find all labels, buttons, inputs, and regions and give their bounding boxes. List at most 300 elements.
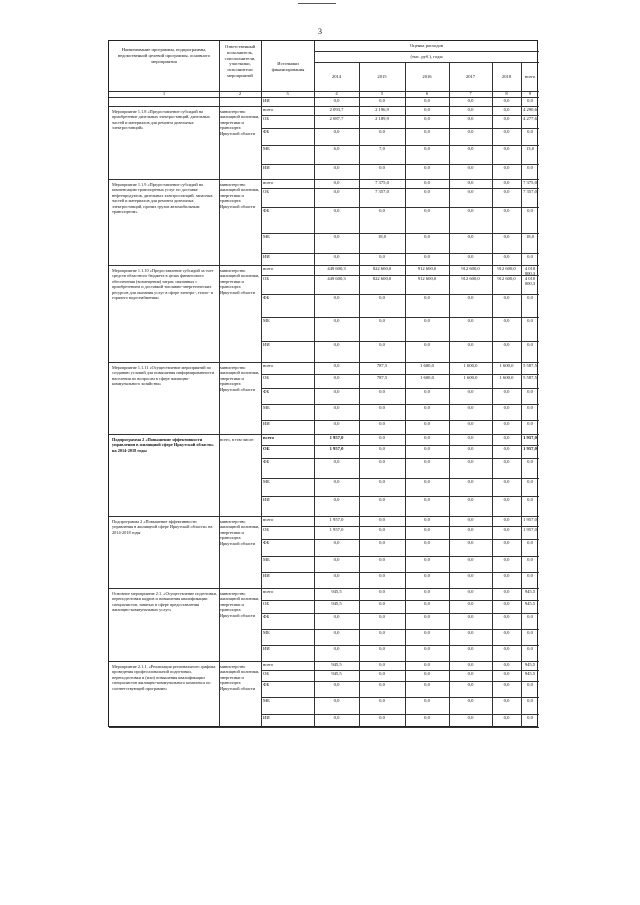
value-cell: 0,0 — [503, 459, 510, 464]
value-cell: 0,0 — [424, 698, 430, 703]
value-cell: 0,0 — [424, 435, 430, 440]
value-cell: 0,0 — [333, 363, 340, 368]
value-cell: 0,0 — [333, 165, 340, 170]
value-cell: 0,0 — [467, 129, 474, 134]
value-cell: 0,0 — [333, 342, 340, 347]
source-label: ИИ — [263, 646, 270, 651]
source-label: ОБ — [263, 276, 269, 281]
source-label: всего — [263, 363, 274, 368]
header-column-number: 9 — [528, 91, 532, 96]
value-cell: 0,0 — [503, 107, 510, 112]
value-cell: 0,0 — [467, 116, 474, 121]
value-cell: 0,0 — [379, 479, 385, 484]
value-cell: 945,5 — [331, 589, 342, 594]
value-cell: 0,0 — [379, 435, 385, 440]
value-cell: 2 093,7 — [329, 107, 344, 112]
source-label: МБ — [263, 479, 270, 484]
value-cell: 0,0 — [333, 389, 340, 394]
source-label: ОБ — [263, 527, 269, 532]
column-divider — [521, 62, 522, 727]
value-cell: 0,0 — [527, 295, 533, 300]
value-cell: 0,0 — [467, 614, 474, 619]
value-cell: 4 277,6 — [523, 116, 537, 121]
value-cell: 0,0 — [379, 630, 385, 635]
value-cell: 787,5 — [376, 363, 388, 368]
source-label: МБ — [263, 557, 270, 562]
column-divider — [219, 41, 220, 727]
value-cell: 0,0 — [467, 698, 474, 703]
value-cell: 822 600,0 — [372, 266, 392, 271]
value-cell: 0,0 — [467, 557, 474, 562]
source-label: ИИ — [263, 98, 270, 103]
value-cell: 0,0 — [527, 479, 533, 484]
value-cell: 0,0 — [467, 540, 474, 545]
value-cell: 0,0 — [467, 479, 474, 484]
value-cell: 0,0 — [424, 189, 430, 194]
value-cell: 945,5 — [524, 589, 536, 594]
value-cell: 0,0 — [379, 497, 385, 502]
value-cell: 0,0 — [424, 146, 430, 151]
value-cell: 449 600,3 — [327, 266, 346, 271]
header-year: всего — [524, 74, 536, 79]
value-cell: 0,0 — [467, 165, 474, 170]
column-divider — [314, 41, 315, 727]
value-cell: 0,0 — [424, 646, 430, 651]
value-cell: 1 600,0 — [420, 375, 434, 380]
value-cell: 449 600,3 — [327, 276, 346, 281]
value-cell: 0,0 — [467, 98, 474, 103]
value-cell: 0,0 — [503, 527, 510, 532]
value-cell: 0,0 — [503, 671, 510, 676]
value-cell: 0,0 — [424, 318, 430, 323]
value-cell: 0,0 — [424, 479, 430, 484]
value-cell: 0,0 — [467, 254, 474, 259]
value-cell: 0,0 — [333, 98, 340, 103]
value-cell: 0,0 — [379, 421, 385, 426]
source-label: ОБ — [263, 601, 269, 606]
value-cell: 0,0 — [424, 497, 430, 502]
executor-name: всего, в том числе: — [220, 437, 255, 442]
value-cell: 0,0 — [379, 318, 385, 323]
value-cell: 0,0 — [424, 614, 430, 619]
source-label: МБ — [263, 146, 270, 151]
value-cell: 0,0 — [424, 589, 430, 594]
top-scan-mark — [298, 3, 336, 4]
value-cell: 0,0 — [467, 189, 474, 194]
executor-name: министерство жилищной политики, энергетики и транспорта Иркутской области — [220, 182, 260, 209]
value-cell: 0,0 — [424, 165, 430, 170]
source-label: всего — [263, 435, 274, 440]
value-cell: 5 587,5 — [523, 375, 537, 380]
value-cell: 1 600,0 — [499, 363, 514, 368]
header-column-number: 6 — [425, 91, 429, 96]
value-cell: 945,5 — [524, 662, 536, 667]
value-cell: 0,0 — [467, 601, 474, 606]
value-cell: 0,0 — [424, 405, 430, 410]
value-cell: 6,0 — [333, 146, 340, 151]
value-cell: 787,5 — [376, 375, 388, 380]
value-cell: 1 600,0 — [420, 363, 434, 368]
value-cell: 0,0 — [333, 698, 340, 703]
value-cell: 0,0 — [503, 435, 510, 440]
value-cell: 0,0 — [333, 646, 340, 651]
value-cell: 0,0 — [527, 318, 533, 323]
value-cell: 0,0 — [503, 180, 510, 185]
source-label: ФБ — [263, 295, 270, 300]
value-cell: 7 375,0 — [523, 180, 537, 185]
column-divider — [359, 62, 360, 727]
value-cell: 0,0 — [424, 662, 430, 667]
value-cell: 0,0 — [379, 98, 385, 103]
value-cell: 1 957,0 — [329, 446, 344, 451]
source-label: всего — [263, 266, 274, 271]
value-cell: 0,0 — [503, 698, 510, 703]
value-cell: 0,0 — [424, 234, 430, 239]
header-executor: Ответственный исполнитель, соисполнители, участники, исполнители мероприятий — [224, 44, 256, 78]
column-divider — [449, 62, 450, 727]
value-cell: 4 290,6 — [523, 107, 537, 112]
value-cell: 0,0 — [503, 116, 510, 121]
value-cell: 0,0 — [424, 116, 430, 121]
value-cell: 0,0 — [424, 180, 430, 185]
value-cell: 0,0 — [503, 165, 510, 170]
value-cell: 1 957,0 — [523, 517, 537, 522]
source-label: всего — [263, 589, 274, 594]
value-cell: 0,0 — [333, 497, 340, 502]
value-cell: 0,0 — [333, 295, 340, 300]
value-cell: 0,0 — [467, 107, 474, 112]
value-cell: 0,0 — [424, 527, 430, 532]
value-cell: 0,0 — [379, 129, 385, 134]
header-divider — [314, 51, 539, 52]
header-divider — [314, 62, 539, 63]
value-cell: 0,0 — [379, 517, 385, 522]
program-name: Подпрограмма 2 «Повышение эффективности управления в жилищной сфере Иркутской области» на 2014-2018 годы — [112, 519, 213, 535]
value-cell: 2 196,9 — [375, 107, 389, 112]
value-cell: 0,0 — [379, 589, 385, 594]
value-cell: 0,0 — [424, 601, 430, 606]
source-label: ИИ — [263, 497, 270, 502]
value-cell: 0,0 — [333, 557, 340, 562]
value-cell: 0,0 — [467, 389, 474, 394]
value-cell: 945,5 — [524, 601, 536, 606]
value-cell: 0,0 — [503, 389, 510, 394]
value-cell: 0,0 — [379, 682, 385, 687]
value-cell: 0,0 — [424, 98, 430, 103]
program-name: Мероприятие 2.1.1. «Реализация регионального графика проведения профессиональной подготовки, переподготовки и (или) повышения квалификации специалистов жилищно-коммунального комплекса по соответствующей программе» — [112, 664, 216, 691]
source-label: ОБ — [263, 446, 270, 451]
value-cell: 0,0 — [424, 208, 430, 213]
value-cell: 0,0 — [467, 671, 474, 676]
value-cell: 0,0 — [379, 671, 385, 676]
value-cell: 0,0 — [527, 557, 533, 562]
header-estimate: Оценка расходов — [409, 43, 444, 48]
value-cell: 0,0 — [527, 129, 533, 134]
value-cell: 0,0 — [379, 527, 385, 532]
value-cell: 912 600,0 — [461, 266, 480, 271]
value-cell: 0,0 — [527, 497, 533, 502]
value-cell: 0,0 — [333, 234, 340, 239]
value-cell: 1 957,0 — [329, 517, 344, 522]
value-cell: 0,0 — [333, 715, 340, 720]
source-label: ОБ — [263, 189, 269, 194]
value-cell: 4 010 000,3 — [524, 276, 536, 286]
value-cell: 0,0 — [527, 646, 533, 651]
value-cell: 0,0 — [503, 129, 510, 134]
source-label: ФБ — [263, 459, 270, 464]
value-cell: 1 957,0 — [523, 435, 537, 440]
program-name: Мероприятие 1.1.11 «Осуществление мероприятий по созданию условий для повышения информированности населения по вопросам в сфере жилищно-коммунального хозяйства» — [112, 365, 215, 387]
value-cell: 0,0 — [503, 557, 510, 562]
source-label: ИИ — [263, 421, 270, 426]
value-cell: 912 600,0 — [417, 276, 437, 281]
value-cell: 0,0 — [333, 189, 340, 194]
value-cell: 13,0 — [525, 146, 535, 151]
value-cell: 0,0 — [467, 589, 474, 594]
source-label: ФБ — [263, 129, 270, 134]
value-cell: 0,0 — [424, 540, 430, 545]
value-cell: 0,0 — [503, 189, 510, 194]
value-cell: 0,0 — [424, 682, 430, 687]
source-label: ФБ — [263, 540, 270, 545]
value-cell: 0,0 — [379, 295, 385, 300]
value-cell: 0,0 — [503, 497, 510, 502]
value-cell: 0,0 — [527, 540, 533, 545]
source-label: ИИ — [263, 342, 270, 347]
block-divider — [109, 727, 539, 728]
source-label: МБ — [263, 405, 270, 410]
value-cell: 0,0 — [379, 646, 385, 651]
source-label: ОБ — [263, 375, 269, 380]
executor-name: министерство жилищной политики, энергетики и транспорта Иркутской области — [220, 365, 260, 392]
value-cell: 7 375,0 — [375, 180, 389, 185]
header-source: Источники финансирования — [271, 61, 305, 72]
value-cell: 0,0 — [424, 129, 430, 134]
page-number: 3 — [318, 27, 322, 36]
value-cell: 1 957,0 — [329, 435, 344, 440]
value-cell: 0,0 — [503, 662, 510, 667]
source-label: всего — [263, 180, 274, 185]
budget-table — [108, 40, 538, 727]
value-cell: 0,0 — [467, 180, 474, 185]
value-cell: 0,0 — [503, 342, 510, 347]
source-label: ИИ — [263, 254, 270, 259]
source-label: МБ — [263, 630, 270, 635]
value-cell: 0,0 — [379, 557, 385, 562]
value-cell: 1 600,0 — [463, 363, 478, 368]
value-cell: 0,0 — [333, 254, 340, 259]
value-cell: 0,0 — [503, 295, 510, 300]
value-cell: 0,0 — [379, 715, 385, 720]
source-label: всего — [263, 517, 274, 522]
value-cell: 945,5 — [524, 671, 536, 676]
value-cell: 0,0 — [527, 459, 533, 464]
source-label: ОБ — [263, 116, 269, 121]
value-cell: 945,5 — [331, 662, 342, 667]
value-cell: 0,0 — [424, 573, 430, 578]
value-cell: 0,0 — [467, 318, 474, 323]
value-cell: 0,0 — [379, 165, 385, 170]
value-cell: 0,0 — [333, 540, 340, 545]
value-cell: 0,0 — [503, 208, 510, 213]
source-label: всего — [263, 107, 274, 112]
value-cell: 0,0 — [527, 421, 533, 426]
value-cell: 0,0 — [503, 682, 510, 687]
value-cell: 0,0 — [379, 540, 385, 545]
value-cell: 0,0 — [424, 446, 430, 451]
value-cell: 0,0 — [424, 517, 430, 522]
value-cell: 0,0 — [503, 318, 510, 323]
value-cell: 0,0 — [503, 646, 510, 651]
value-cell: 7,0 — [379, 146, 385, 151]
value-cell: 0,0 — [333, 375, 340, 380]
value-cell: 0,0 — [467, 630, 474, 635]
value-cell: 0,0 — [424, 671, 430, 676]
source-label: ФБ — [263, 682, 270, 687]
value-cell: 0,0 — [379, 614, 385, 619]
value-cell: 1 600,0 — [463, 375, 478, 380]
value-cell: 0,0 — [333, 405, 340, 410]
value-cell: 18,0 — [525, 234, 535, 239]
value-cell: 912 600,0 — [497, 266, 516, 271]
value-cell: 0,0 — [527, 573, 533, 578]
header-column-number: 5 — [380, 91, 384, 96]
value-cell: 0,0 — [467, 234, 474, 239]
source-label: ИИ — [263, 715, 270, 720]
value-cell: 912 600,0 — [461, 276, 480, 281]
header-year: 2017 — [465, 74, 476, 79]
value-cell: 0,0 — [424, 389, 430, 394]
value-cell: 0,0 — [467, 646, 474, 651]
program-name: Мероприятие 1.1.9 «Предоставление субсидий на компенсацию транспортных услуг по доставке нефтепродуктов, дизельных электростанций, запасных частей и материалов для ремонта дизельных электростанций, прочих грузов автомобильным транспортом» — [112, 182, 213, 215]
value-cell: 0,0 — [527, 630, 533, 635]
value-cell: 0,0 — [424, 459, 430, 464]
column-divider — [492, 62, 493, 727]
value-cell: 0,0 — [503, 573, 510, 578]
source-label: всего — [263, 662, 274, 667]
value-cell: 2 087,7 — [329, 116, 344, 121]
value-cell: 0,0 — [503, 98, 510, 103]
value-cell: 0,0 — [424, 107, 430, 112]
header-name: Наименование программы, подпрограммы, ведомственной целевой программы, основного мероприятия — [117, 47, 211, 64]
value-cell: 0,0 — [424, 254, 430, 259]
source-label: ФБ — [263, 614, 270, 619]
value-cell: 5 587,5 — [523, 363, 537, 368]
value-cell: 0,0 — [379, 459, 385, 464]
header-column-number: 4 — [335, 91, 338, 96]
source-label: ИИ — [263, 165, 270, 170]
value-cell: 0,0 — [379, 389, 385, 394]
value-cell: 0,0 — [333, 459, 340, 464]
value-cell: 7 357,0 — [523, 189, 537, 194]
value-cell: 0,0 — [333, 318, 340, 323]
value-cell: 0,0 — [467, 295, 474, 300]
value-cell: 0,0 — [379, 573, 385, 578]
value-cell: 0,0 — [503, 254, 510, 259]
value-cell: 0,0 — [467, 342, 474, 347]
value-cell: 0,0 — [467, 208, 474, 213]
value-cell: 0,0 — [379, 208, 385, 213]
source-label: ФБ — [263, 208, 270, 213]
source-label: МБ — [263, 318, 270, 323]
value-cell: 945,5 — [331, 671, 342, 676]
value-cell: 0,0 — [333, 129, 340, 134]
value-cell: 0,0 — [527, 698, 533, 703]
value-cell: 0,0 — [467, 421, 474, 426]
executor-name: министерство жилищной политики, энергетики и транспорта Иркутской области — [220, 591, 260, 618]
value-cell: 0,0 — [424, 557, 430, 562]
value-cell: 0,0 — [503, 421, 510, 426]
value-cell: 0,0 — [503, 405, 510, 410]
source-label: ИИ — [263, 573, 270, 578]
value-cell: 0,0 — [503, 517, 510, 522]
value-cell: 0,0 — [527, 254, 533, 259]
program-name: Мероприятие 1.1.10 «Предоставление субсидий за счет средств областного бюджета в целях финансового обеспечения (возмещения) затрат, связанных с приобретением и доставкой топливно-энергетических ресурсов для оказания услуг в сфере электро-, тепло- и горячего водоснабжения» — [112, 268, 214, 301]
value-cell: 0,0 — [379, 254, 385, 259]
value-cell: 0,0 — [503, 589, 510, 594]
executor-name: министерство жилищной политики, энергетики и транспорта Иркутской области — [220, 664, 260, 691]
value-cell: 0,0 — [379, 662, 385, 667]
program-name: Подпрограмма 2 «Повышение эффективности управления в жилищной сфере Иркутской области» на 2014-2018 годы — [112, 437, 214, 453]
value-cell: 0,0 — [333, 614, 340, 619]
value-cell: 7 357,0 — [375, 189, 389, 194]
header-year: 2014 — [331, 74, 342, 79]
value-cell: 0,0 — [527, 98, 533, 103]
value-cell: 0,0 — [333, 208, 340, 213]
value-cell: 0,0 — [527, 208, 533, 213]
value-cell: 0,0 — [379, 698, 385, 703]
header-year: 2018 — [501, 74, 512, 79]
value-cell: 0,0 — [467, 435, 474, 440]
value-cell: 2 189,9 — [375, 116, 389, 121]
value-cell: 0,0 — [503, 540, 510, 545]
value-cell: 0,0 — [333, 479, 340, 484]
value-cell: 0,0 — [467, 517, 474, 522]
value-cell: 0,0 — [467, 682, 474, 687]
value-cell: 945,5 — [331, 601, 342, 606]
value-cell: 0,0 — [527, 405, 533, 410]
value-cell: 822 600,0 — [372, 276, 392, 281]
value-cell: 0,0 — [527, 614, 533, 619]
value-cell: 0,0 — [379, 601, 385, 606]
source-label: МБ — [263, 698, 270, 703]
source-label: МБ — [263, 234, 270, 239]
value-cell: 0,0 — [503, 146, 510, 151]
value-cell: 4 010 000,3 — [524, 266, 536, 276]
value-cell: 0,0 — [333, 421, 340, 426]
value-cell: 0,0 — [424, 342, 430, 347]
value-cell: 0,0 — [424, 715, 430, 720]
value-cell: 1 957,0 — [523, 527, 537, 532]
value-cell: 0,0 — [424, 421, 430, 426]
value-cell: 0,0 — [527, 342, 533, 347]
value-cell: 0,0 — [467, 459, 474, 464]
value-cell: 0,0 — [467, 497, 474, 502]
value-cell: 0,0 — [467, 715, 474, 720]
value-cell: 0,0 — [467, 405, 474, 410]
value-cell: 0,0 — [527, 165, 533, 170]
value-cell: 0,0 — [424, 295, 430, 300]
source-label: ОБ — [263, 671, 269, 676]
value-cell: 0,0 — [424, 630, 430, 635]
value-cell: 0,0 — [379, 342, 385, 347]
value-cell: 0,0 — [333, 630, 340, 635]
value-cell: 0,0 — [467, 527, 474, 532]
program-name: Мероприятие 1.1.8 «Предоставление субсидий на приобретение дизельных электростанций, дизельных частей и материалов для ремонта дизельных электростанций» — [112, 109, 210, 131]
header-column-number: 2 — [238, 91, 242, 96]
value-cell: 0,0 — [333, 573, 340, 578]
value-cell: 0,0 — [467, 662, 474, 667]
